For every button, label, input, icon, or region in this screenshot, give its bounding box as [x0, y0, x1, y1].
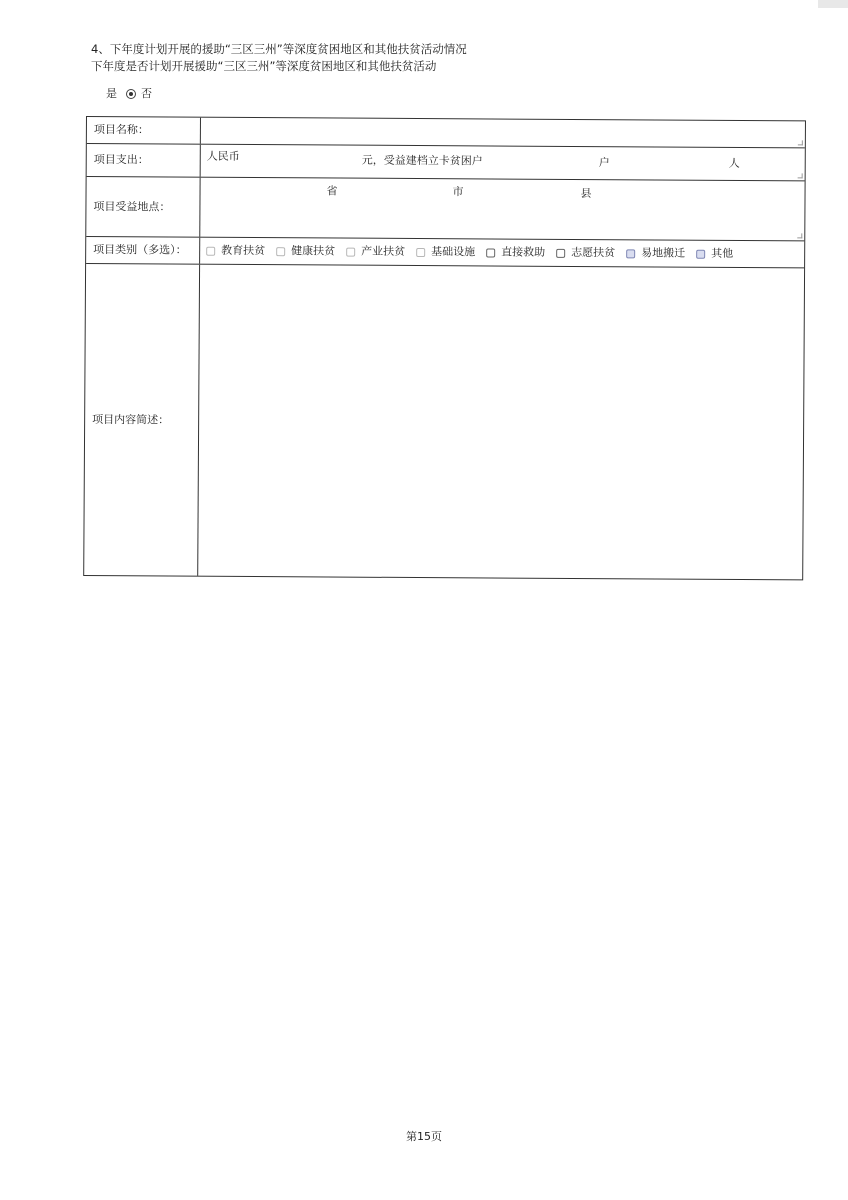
- project-location-label: 项目受益地点：: [86, 177, 200, 237]
- radio-option-no[interactable]: [126, 87, 152, 101]
- category-option-education[interactable]: [206, 244, 265, 258]
- expense-unit-text: 元，受益建档立卡贫困户: [361, 153, 483, 168]
- project-form-table: [83, 116, 806, 580]
- category-option-health[interactable]: [276, 244, 335, 258]
- checkbox-icon[interactable]: [206, 246, 215, 255]
- households-unit: 户: [598, 156, 610, 170]
- category-option-other[interactable]: [696, 247, 733, 261]
- county-unit: 县: [580, 187, 592, 201]
- category-option-volunteer[interactable]: [556, 246, 615, 260]
- category-option-label: 基础设施: [431, 245, 476, 259]
- category-option-direct-aid[interactable]: [486, 245, 545, 259]
- row-project-expense: [87, 144, 805, 181]
- row-project-description: [84, 264, 804, 579]
- page-number: 第15页: [406, 1130, 442, 1143]
- radio-yes-label: 是: [106, 87, 117, 100]
- checkbox-icon[interactable]: [696, 249, 705, 258]
- project-expense-field[interactable]: [201, 145, 805, 181]
- category-option-label: 其他: [711, 246, 734, 260]
- radio-selected-icon[interactable]: [126, 89, 136, 99]
- plan-question: 下年度是否计划开展援助“三区三州”等深度贫困地区和其他扶贫活动: [91, 59, 437, 73]
- checkbox-icon[interactable]: [626, 249, 635, 258]
- resize-handle-icon: [798, 140, 803, 145]
- project-name-field[interactable]: [201, 118, 805, 148]
- category-option-label: 教育扶贫: [221, 243, 266, 258]
- category-option-industry[interactable]: [346, 245, 405, 259]
- project-description-label: 项目内容简述：: [84, 264, 200, 576]
- checkbox-icon[interactable]: [556, 248, 565, 257]
- province-unit: 省: [326, 184, 338, 198]
- row-project-location: [86, 177, 804, 241]
- category-option-label: 产业扶贫: [361, 244, 406, 258]
- category-option-label: 易地搬迁: [641, 246, 686, 260]
- project-name-label: 项目名称：: [87, 117, 201, 144]
- checkbox-icon[interactable]: [276, 247, 285, 256]
- category-option-label: 直接救助: [501, 245, 546, 259]
- project-category-field: [200, 238, 804, 268]
- checkbox-icon[interactable]: [486, 248, 495, 257]
- checkbox-icon[interactable]: [346, 247, 355, 256]
- category-option-label: 志愿扶贫: [571, 245, 616, 260]
- project-description-field[interactable]: [198, 265, 804, 580]
- currency-label: 人民币: [206, 149, 240, 163]
- city-unit: 市: [452, 185, 464, 199]
- section-title: 4、下年度计划开展的援助“三区三州”等深度贫困地区和其他扶贫活动情况: [91, 42, 467, 56]
- resize-handle-icon: [798, 173, 803, 178]
- plan-radio-group: [106, 87, 152, 101]
- category-option-relocation[interactable]: [626, 246, 685, 260]
- radio-no-label: 否: [141, 87, 152, 100]
- radio-option-yes[interactable]: [106, 87, 117, 101]
- project-expense-label: 项目支出：: [87, 144, 201, 177]
- project-location-field[interactable]: [200, 178, 804, 241]
- category-checkbox-list: [206, 238, 733, 267]
- category-option-label: 健康扶贫: [291, 244, 336, 258]
- category-option-infrastructure[interactable]: [416, 245, 475, 259]
- checkbox-icon[interactable]: [416, 248, 425, 257]
- persons-unit: 人: [728, 156, 740, 170]
- scan-edge: [818, 0, 848, 8]
- project-category-label: 项目类别（多选）：: [86, 237, 200, 264]
- resize-handle-icon: [797, 233, 802, 238]
